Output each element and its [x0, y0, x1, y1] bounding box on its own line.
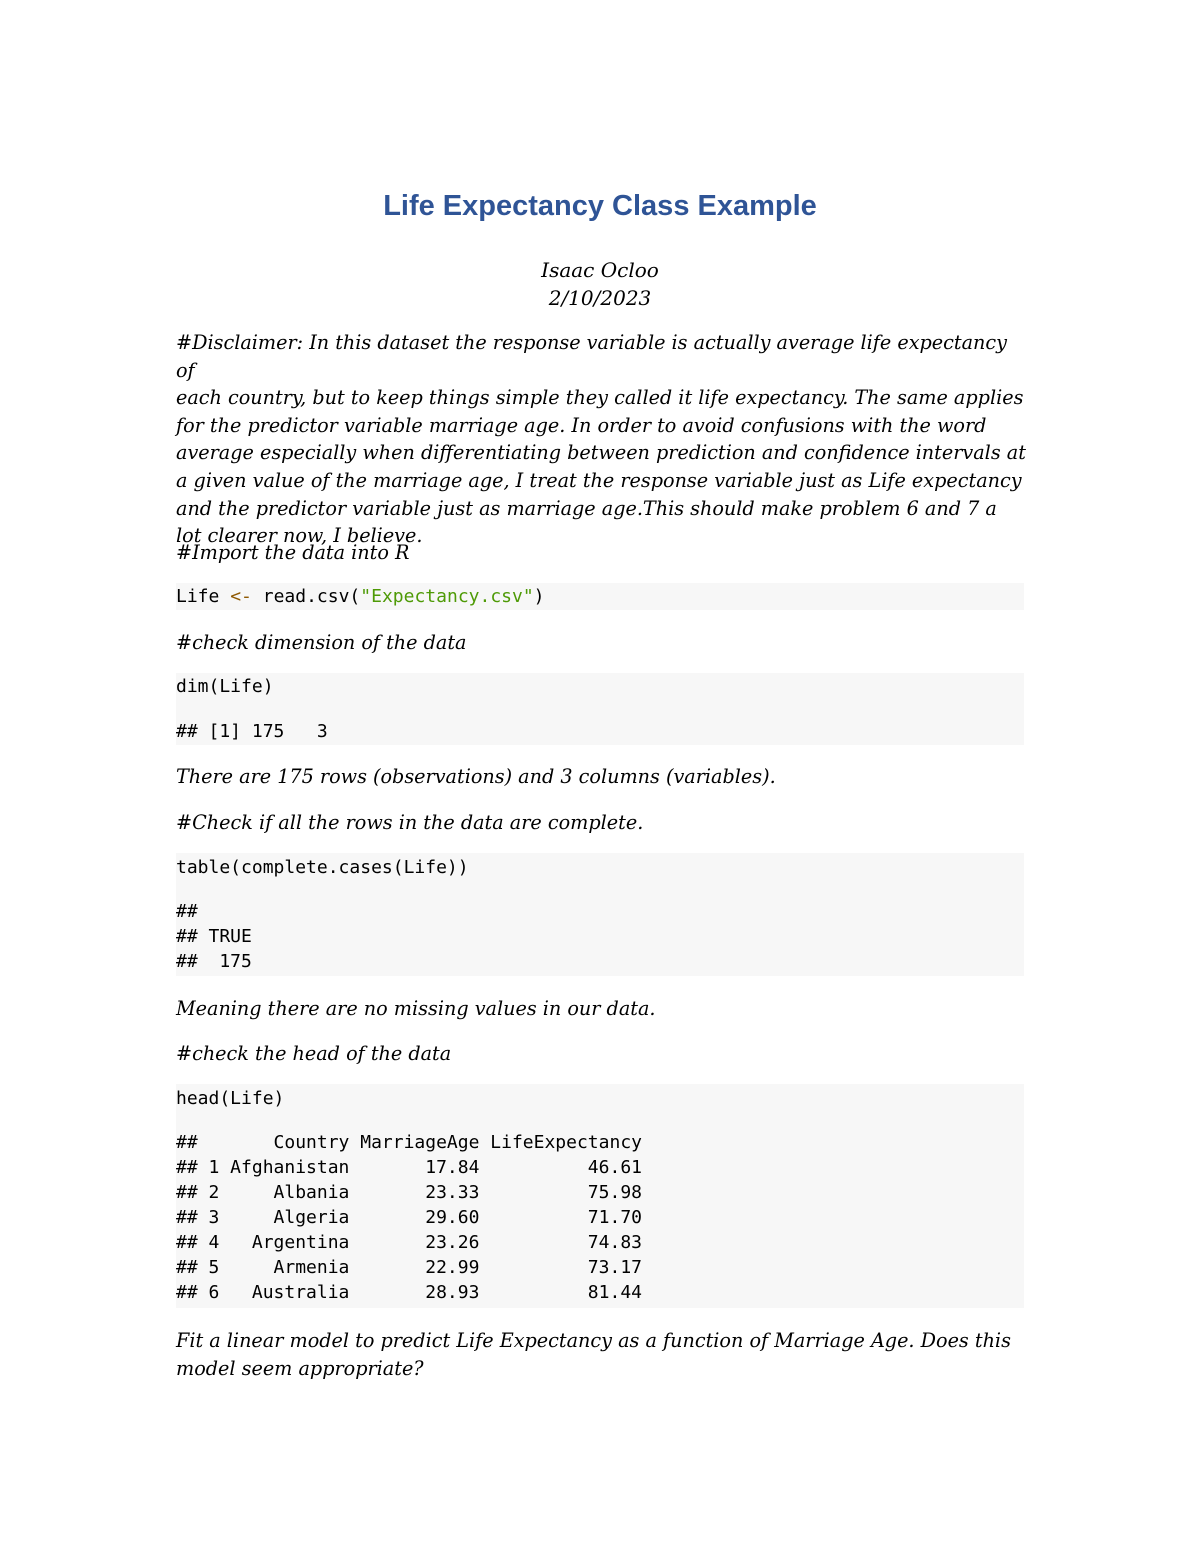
code-output: ## 2 Albania 23.33 75.98 — [176, 1182, 642, 1203]
code-block-dim — [176, 673, 1024, 745]
code-block-import — [176, 583, 1024, 610]
code-block-head — [176, 1084, 1024, 1308]
disclaimer-line: #Disclaimer: In this dataset the response variable is actually average life expectancy of — [176, 331, 1008, 382]
code-string: "Expectancy.csv" — [360, 586, 534, 607]
code-output: ## 3 Algeria 29.60 71.70 — [176, 1207, 642, 1228]
code-output: ## 1 Afghanistan 17.84 46.61 — [176, 1157, 642, 1178]
code-output: ## 5 Armenia 22.99 73.17 — [176, 1257, 642, 1278]
code-output: ## 175 — [176, 951, 252, 972]
code-function: read.csv( — [262, 586, 361, 607]
code-operator: <- — [230, 586, 252, 607]
author: Isaac Ocloo — [541, 258, 659, 282]
missing-text: Meaning there are no missing values in our data. — [176, 997, 656, 1020]
code-output: ## [1] 175 3 — [176, 721, 328, 742]
disclaimer-line: lot clearer now, I believe. — [176, 524, 423, 548]
disclaimer-line: each country, but to keep things simple they called it life expectancy. The same applies — [176, 386, 1024, 410]
code-output: ## — [176, 901, 198, 922]
code-command: dim(Life) — [176, 676, 274, 697]
question-paragraph — [176, 1327, 1026, 1382]
date: 2/10/2023 — [548, 286, 652, 310]
head-comment: #check the head of the data — [176, 1042, 452, 1065]
code-output: ## Country MarriageAge LifeExpectancy — [176, 1132, 642, 1153]
question-line: model seem appropriate? — [176, 1356, 424, 1380]
document-title: Life Expectancy Class Example — [383, 190, 817, 222]
question-line: Fit a linear model to predict Life Expectancy as a function of Marriage Age. Does this — [176, 1329, 1011, 1352]
disclaimer-line: a given value of the marriage age, I treat the response variable just as Life expectancy — [176, 468, 1022, 492]
import-comment: #Import the data into R — [176, 541, 410, 564]
code-block-complete — [176, 853, 1024, 976]
code-output: ## 6 Australia 28.93 81.44 — [176, 1282, 642, 1303]
dim-text: There are 175 rows (observations) and 3 columns (variables). — [176, 765, 776, 788]
code-command: head(Life) — [176, 1088, 285, 1109]
code-line — [176, 584, 545, 609]
code-output: ## TRUE — [176, 926, 252, 947]
disclaimer-paragraph — [176, 329, 1026, 550]
dim-comment: #check dimension of the data — [176, 631, 467, 654]
code-command: table(complete.cases(Life)) — [176, 857, 469, 878]
code-var: Life — [176, 586, 220, 607]
disclaimer-line: and the predictor variable just as marriage age.This should make problem 6 and 7 a — [176, 496, 997, 520]
code-output: ## 4 Argentina 23.26 74.83 — [176, 1232, 642, 1253]
complete-comment: #Check if all the rows in the data are complete. — [176, 811, 644, 834]
code-close: ) — [533, 586, 545, 607]
disclaimer-line: average especially when differentiating between prediction and confidence intervals at — [176, 441, 1026, 465]
disclaimer-line: for the predictor variable marriage age. In order to avoid confusions with the word — [176, 413, 987, 437]
